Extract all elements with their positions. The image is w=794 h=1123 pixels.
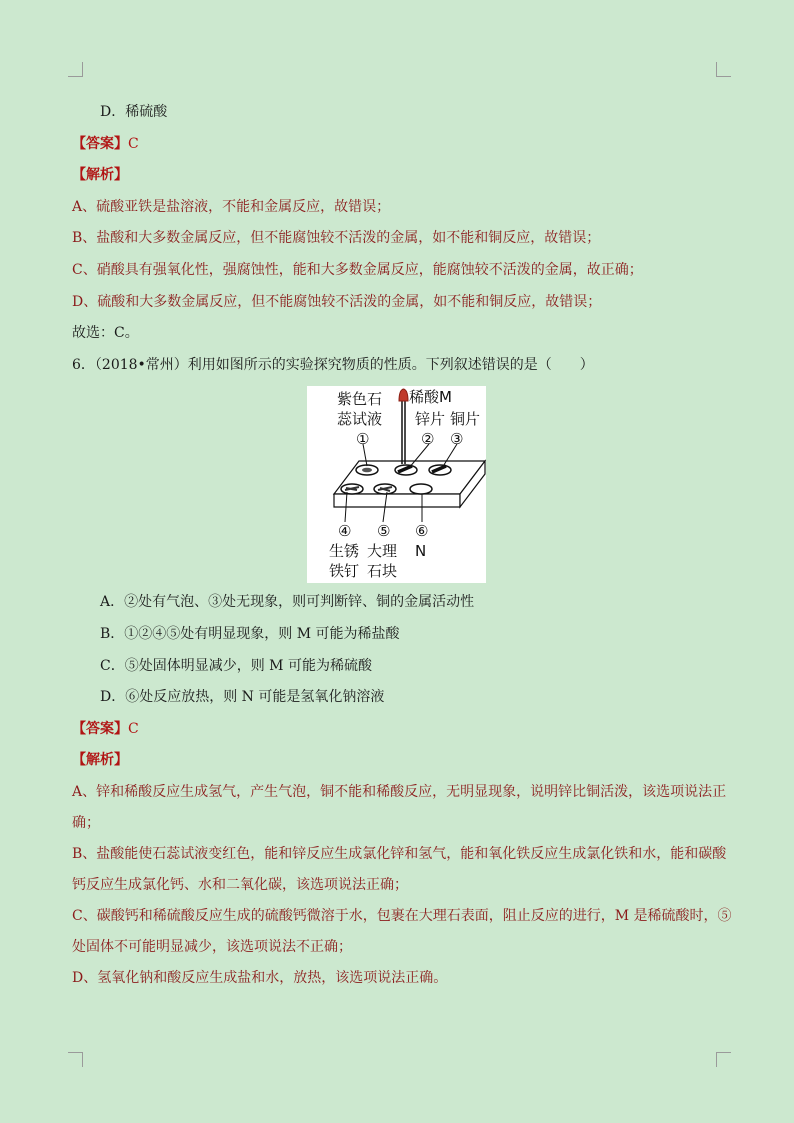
q6-explanation-b: B、盐酸能使石蕊试液变红色，能和锌反应生成氯化锌和氢气，能和氧化铁反应生成氯化铁和水，能和碳酸: [72, 845, 727, 862]
q6-option-d: D．⑥处反应放热，则 N 可能是氢氧化钠溶液: [100, 689, 385, 706]
well-number-4: ④: [338, 522, 352, 541]
q6-explanation-c-cont: 处固体不可能明显减少，该选项说法不正确；: [72, 938, 352, 955]
q5-option-d: D．稀硫酸: [100, 104, 168, 120]
label-rusty-line1: 生锈: [329, 542, 360, 561]
well-number-3: ③: [450, 430, 464, 449]
q6-option-b: B．①②④⑤处有明显现象，则 M 可能为稀盐酸: [100, 625, 400, 642]
crop-mark-top-left: [68, 62, 83, 77]
q6-analysis-label: 【解析】: [72, 752, 128, 769]
answer-label: 【答案】: [72, 720, 128, 737]
document-body: [72, 98, 732, 995]
q6-explanation-d: D、氢氧化钠和酸反应生成盐和水，放热，该选项说法正确。: [72, 969, 448, 986]
q6-explanation-a: A、锌和稀酸反应生成氢气，产生气泡，铜不能和稀酸反应，无明显现象，说明锌比铜活泼，该选项说法正: [72, 783, 727, 800]
q6-stem: 6．（2018•常州）利用如图所示的实验探究物质的性质。下列叙述错误的是（ ）: [72, 356, 594, 373]
answer-value: C: [128, 135, 139, 152]
q5-explanation-b: B、盐酸和大多数金属反应，但不能腐蚀较不活泼的金属，如不能和铜反应，故错误；: [72, 230, 601, 247]
label-rusty-line2: 铁钉: [329, 562, 360, 581]
crop-mark-top-right: [716, 62, 731, 77]
q6-option-c: C．⑤处固体明显减少，则 M 可能为稀硫酸: [100, 657, 372, 674]
q5-analysis-label: 【解析】: [72, 167, 128, 184]
label-litmus-line1: 紫色石: [337, 390, 383, 409]
well-number-6: ⑥: [415, 522, 429, 541]
well-number-1: ①: [356, 430, 370, 449]
q6-answer: [72, 715, 727, 747]
label-litmus-line2: 蕊试液: [337, 410, 383, 429]
crop-mark-bottom-right: [716, 1052, 731, 1067]
label-n: N: [415, 542, 427, 561]
label-zinc: 锌片: [415, 410, 446, 429]
label-marble-line1: 大理: [367, 542, 398, 561]
experiment-figure: [307, 386, 486, 583]
q5-explanation-c: C、硝酸具有强氧化性，强腐蚀性，能和大多数金属反应，能腐蚀较不活泼的金属，故正确；: [72, 261, 643, 278]
label-acid-m: 稀酸M: [409, 388, 452, 407]
answer-value: C: [128, 720, 139, 737]
q6-explanation-b-cont: 钙反应生成氯化钙、水和二氧化碳，该选项说法正确；: [72, 876, 408, 893]
q5-conclusion: 故选：C。: [72, 325, 139, 342]
crop-mark-bottom-left: [68, 1052, 83, 1067]
well-number-5: ⑤: [377, 522, 391, 541]
label-copper: 铜片: [450, 410, 481, 429]
q5-answer: [72, 130, 727, 162]
well-number-2: ②: [421, 430, 435, 449]
q6-explanation-c: C、碳酸钙和稀硫酸反应生成的硫酸钙微溶于水，包裹在大理石表面，阻止反应的进行，M 是稀硫酸时，⑤: [72, 907, 732, 924]
q5-explanation-d: D、硫酸和大多数金属反应，但不能腐蚀较不活泼的金属，如不能和铜反应，故错误；: [72, 293, 602, 310]
figure-wrap: [72, 382, 727, 588]
q6-explanation-a-cont: 确；: [72, 814, 100, 831]
q5-explanation-a: A、硫酸亚铁是盐溶液，不能和金属反应，故错误；: [72, 198, 391, 215]
q6-option-a: A．②处有气泡、③处无现象，则可判断锌、铜的金属活动性: [100, 594, 475, 611]
answer-label: 【答案】: [72, 135, 128, 152]
label-marble-line2: 石块: [367, 562, 398, 581]
